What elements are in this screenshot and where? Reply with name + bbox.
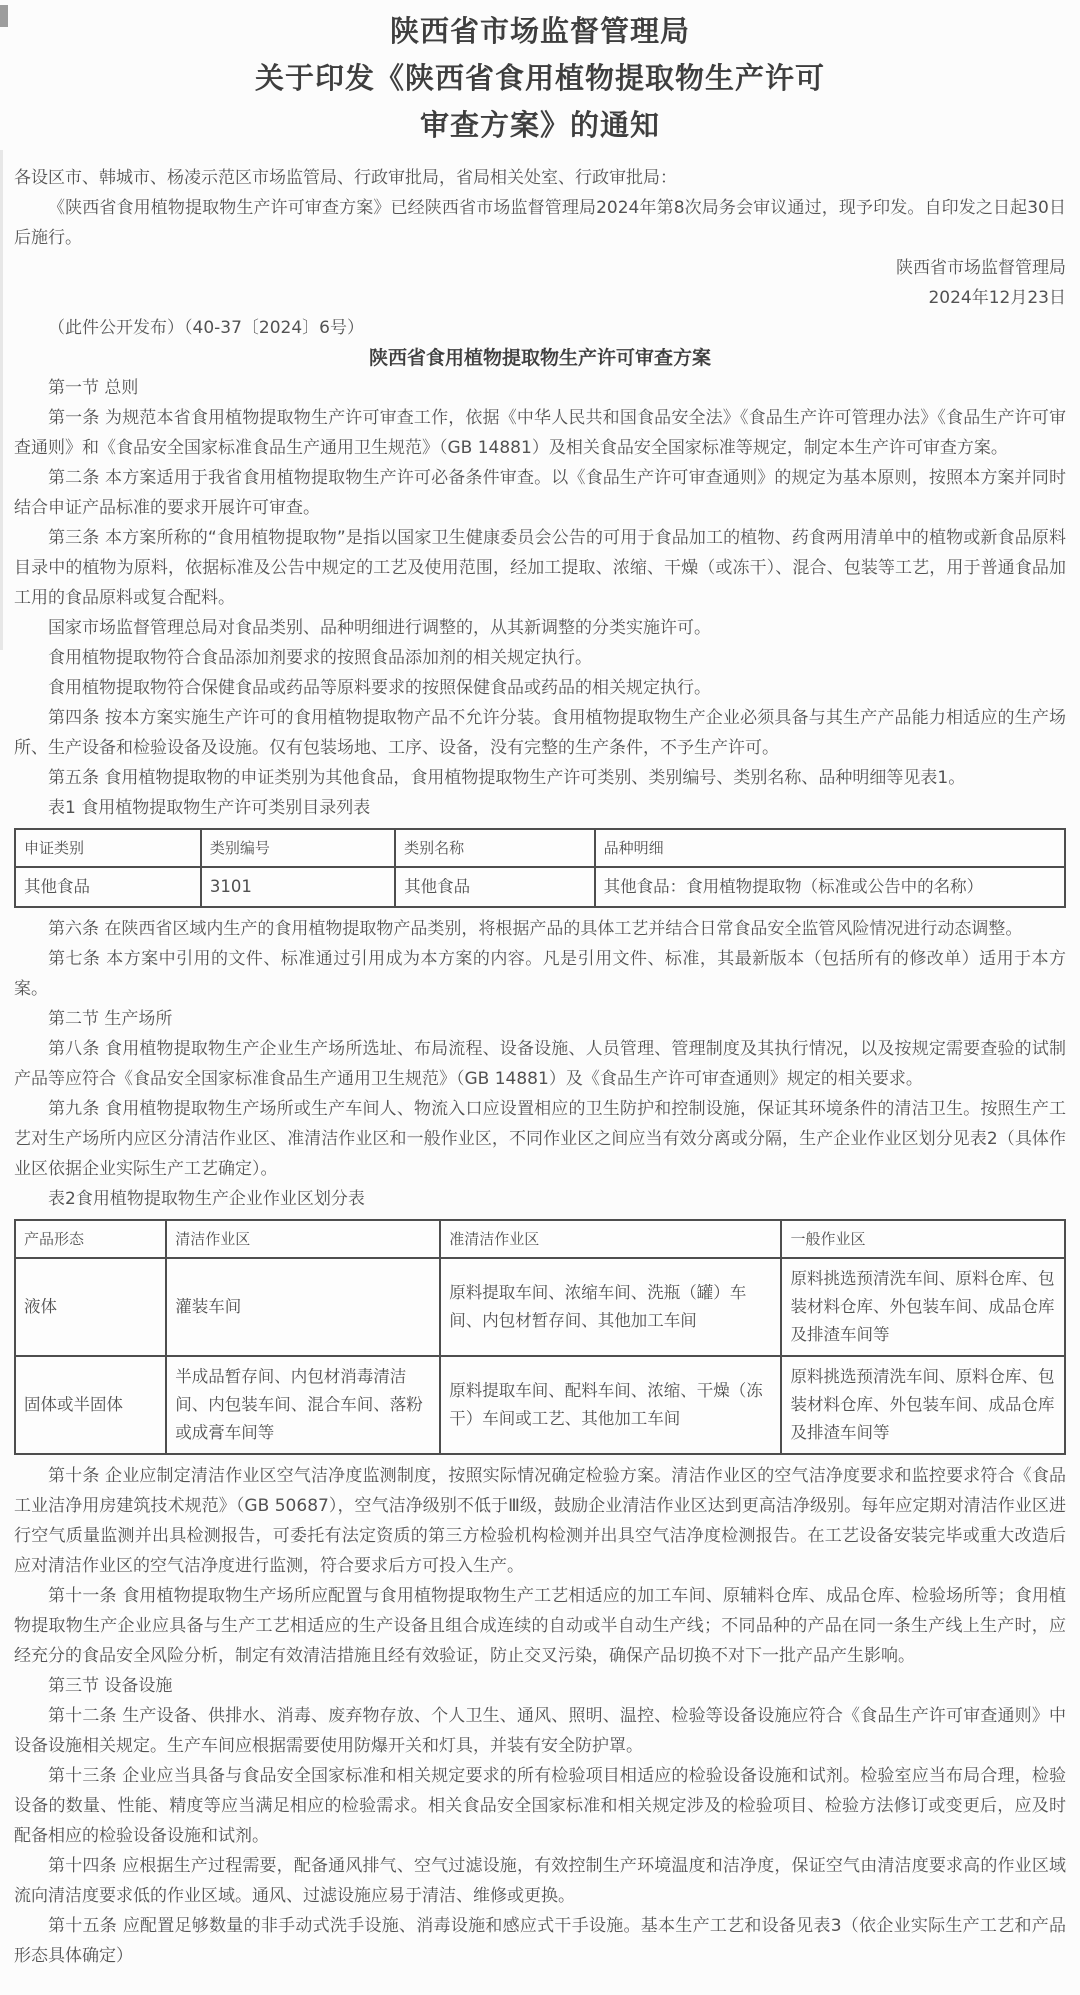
- paragraph: 第五条 食用植物提取物的申证类别为其他食品，食用植物提取物生产许可类别、类别编号、类别名称、品种明细等见表1。: [48, 768, 966, 788]
- table-header-cell: 准清洁作业区: [440, 1220, 781, 1258]
- paragraph: 第七条 本方案中引用的文件、标准通过引用成为本方案的内容。凡是引用文件、标准，其最新版本（包括所有的修改单）适用于本方案。: [14, 949, 1066, 999]
- release-note: （此件公开发布）（40-37〔2024〕6号）: [48, 318, 364, 338]
- scan-edge-line: [0, 150, 3, 650]
- document-subtitle: 陕西省食用植物提取物生产许可审查方案: [368, 347, 711, 369]
- table-cell: 其他食品: [395, 867, 595, 907]
- document-title-line: 审查方案》的通知: [419, 108, 660, 142]
- table-header-row: [15, 1220, 1065, 1258]
- table-cell: 半成品暂存间、内包材消毒清洁间、内包装车间、混合车间、落粉或成膏车间等: [166, 1356, 440, 1454]
- table-cell: 其他食品: [15, 867, 201, 907]
- table-cell: 固体或半固体: [15, 1356, 166, 1454]
- table-row: [15, 1258, 1065, 1356]
- paragraph: 第一条 为规范本省食用植物提取物生产许可审查工作，依据《中华人民共和国食品安全法》《食品生产许可管理办法》《食品生产许可审查通则》和《食品安全国家标准食品生产通用卫生规范》（GB 14881）及相关食品安全国家标准等规定，制定本生产许可审查方案。: [14, 408, 1066, 458]
- table-caption: 表2食用植物提取物生产企业作业区划分表: [48, 1189, 365, 1209]
- table-row: [15, 1356, 1065, 1454]
- table-header-cell: 类别编号: [201, 829, 395, 867]
- table-cell: 原料提取车间、浓缩车间、洗瓶（罐）车间、内包材暂存间、其他加工车间: [440, 1258, 781, 1356]
- table-cell: 原料挑选预清洗车间、原料仓库、包装材料仓库、外包装车间、成品仓库及排渣车间等: [781, 1356, 1065, 1454]
- paragraph: 第十条 企业应制定清洁作业区空气洁净度监测制度，按照实际情况确定检验方案。清洁作业区的空气洁净度要求和监控要求符合《食品工业洁净用房建筑技术规范》（GB 50687），空气洁净级别不低于Ⅲ级，鼓励企业清洁作业区达到更高洁净级别。每年应定期对清洁作业区进行空气质量监测并出具检测报告，可委托有法定资质的第三方检验机构检测并出具空气洁净度检测报告。在工艺设备安装完毕或重大改造后应对清洁作业区的空气洁净度进行监测，符合要求后方可投入生产。: [14, 1466, 1066, 1576]
- table-cell: 原料挑选预清洗车间、原料仓库、包装材料仓库、外包装车间、成品仓库及排渣车间等: [781, 1258, 1065, 1356]
- paragraph: 第十四条 应根据生产过程需要，配备通风排气、空气过滤设施，有效控制生产环境温度和洁净度，保证空气由清洁度要求高的作业区域流向清洁度要求低的作业区域。通风、过滤设施应易于清洁、维修或更换。: [14, 1856, 1066, 1906]
- table-row: [15, 867, 1065, 907]
- paragraph: 第二条 本方案适用于我省食用植物提取物生产许可必备条件审查。以《食品生产许可审查通则》的规定为基本原则，按照本方案并同时结合申证产品标准的要求开展许可审查。: [14, 468, 1066, 518]
- table-header-cell: 品种明细: [595, 829, 1065, 867]
- paragraph: 第六条 在陕西省区域内生产的食用植物提取物产品类别，将根据产品的具体工艺并结合日常食品安全监管风险情况进行动态调整。: [48, 919, 1023, 939]
- table-cell: 灌装车间: [166, 1258, 440, 1356]
- paragraph: 食用植物提取物符合保健食品或药品等原料要求的按照保健食品或药品的相关规定执行。: [48, 678, 711, 698]
- paragraph: 第十三条 企业应当具备与食品安全国家标准和相关规定要求的所有检验项目相适应的检验设备设施和试剂。检验室应当布局合理，检验设备的数量、性能、精度等应当满足相应的检验需求。相关食品安全国家标准和相关规定涉及的检验项目、检验方法修订或变更后，应及时配备相应的检验设备设施和试剂。: [14, 1766, 1066, 1846]
- table-header-cell: 一般作业区: [781, 1220, 1065, 1258]
- paragraph: 第十一条 食用植物提取物生产场所应配置与食用植物提取物生产工艺相适应的加工车间、原辅料仓库、成品仓库、检验场所等；食用植物提取物生产企业应具备与生产工艺相适应的生产设备且组合成连续的自动或半自动生产线；不同品种的产品在同一条生产线上生产时，应经充分的食品安全风险分析，制定有效清洁措施且经有效验证，防止交叉污染，确保产品切换不对下一批产品产生影响。: [14, 1586, 1066, 1666]
- table1: [14, 828, 1066, 908]
- table-header-cell: 申证类别: [15, 829, 201, 867]
- paragraph: 第八条 食用植物提取物生产企业生产场所选址、布局流程、设备设施、人员管理、管理制度及其执行情况，以及按规定需要查验的试制产品等应符合《食品安全国家标准食品生产通用卫生规范》（GB 14881）及《食品生产许可审查通则》规定的相关要求。: [14, 1039, 1066, 1089]
- paragraph: 第九条 食用植物提取物生产场所或生产车间人、物流入口应设置相应的卫生防护和控制设施，保证其环境条件的清洁卫生。按照生产工艺对生产场所内应区分清洁作业区、准清洁作业区和一般作业区，不同作业区之间应当有效分离或分隔，生产企业作业区划分见表2（具体作业区依据企业实际生产工艺确定）。: [14, 1099, 1066, 1179]
- table-caption: 表1 食用植物提取物生产许可类别目录列表: [48, 798, 371, 818]
- table2: [14, 1219, 1066, 1455]
- table-cell: 其他食品：食用植物提取物（标准或公告中的名称）: [595, 867, 1065, 907]
- document-title-line: 陕西省市场监督管理局: [389, 14, 690, 48]
- table-header-cell: 类别名称: [395, 829, 595, 867]
- document-flow: [14, 163, 1066, 1971]
- paragraph: 第十五条 应配置足够数量的非手动式洗手设施、消毒设施和感应式干手设施。基本生产工艺和设备见表3（依企业实际生产工艺和产品形态具体确定）: [14, 1916, 1066, 1966]
- table-cell: 液体: [15, 1258, 166, 1356]
- section-heading: 第三节 设备设施: [48, 1676, 173, 1696]
- section-heading: 第一节 总则: [48, 378, 139, 398]
- issuer-signature: 陕西省市场监督管理局: [896, 258, 1066, 278]
- table-cell: 3101: [201, 867, 395, 907]
- table-header-cell: 产品形态: [15, 1220, 166, 1258]
- salutation: 各设区市、韩城市、杨凌示范区市场监管局、行政审批局，省局相关处室、行政审批局：: [14, 168, 677, 188]
- table-header-cell: 清洁作业区: [166, 1220, 440, 1258]
- table-header-row: [15, 829, 1065, 867]
- document-title: [14, 8, 1066, 149]
- paragraph: 食用植物提取物符合食品添加剂要求的按照食品添加剂的相关规定执行。: [48, 648, 592, 668]
- paragraph: 国家市场监督管理总局对食品类别、品种明细进行调整的，从其新调整的分类实施许可。: [48, 618, 711, 638]
- paragraph: 第三条 本方案所称的“食用植物提取物”是指以国家卫生健康委员会公告的可用于食品加工的植物、药食两用清单中的植物或新食品原料目录中的植物为原料，依据标准及公告中规定的工艺及使用范围，经加工提取、浓缩、干燥（或冻干）、混合、包装等工艺，用于普通食品加工用的食品原料或复合配料。: [14, 528, 1066, 608]
- scan-edge-artifact: [0, 5, 8, 27]
- table-cell: 原料提取车间、配料车间、浓缩、干燥（冻干）车间或工艺、其他加工车间: [440, 1356, 781, 1454]
- paragraph: 第四条 按本方案实施生产许可的食用植物提取物产品不允许分装。食用植物提取物生产企业必须具备与其生产产品能力相适应的生产场所、生产设备和检验设备及设施。仅有包装场地、工序、设备，没有完整的生产条件，不予生产许可。: [14, 708, 1066, 758]
- issue-date: 2024年12月23日: [928, 288, 1066, 308]
- paragraph: 第十二条 生产设备、供排水、消毒、废弃物存放、个人卫生、通风、照明、温控、检验等设备设施应符合《食品生产许可审查通则》中设备设施相关规定。生产车间应根据需要使用防爆开关和灯具，并装有安全防护罩。: [14, 1706, 1066, 1756]
- document-title-line: 关于印发《陕西省食用植物提取物生产许可: [254, 61, 825, 95]
- section-heading: 第二节 生产场所: [48, 1009, 173, 1029]
- intro-paragraph: 《陕西省食用植物提取物生产许可审查方案》已经陕西省市场监督管理局2024年第8次局务会审议通过，现予印发。自印发之日起30日后施行。: [14, 198, 1066, 248]
